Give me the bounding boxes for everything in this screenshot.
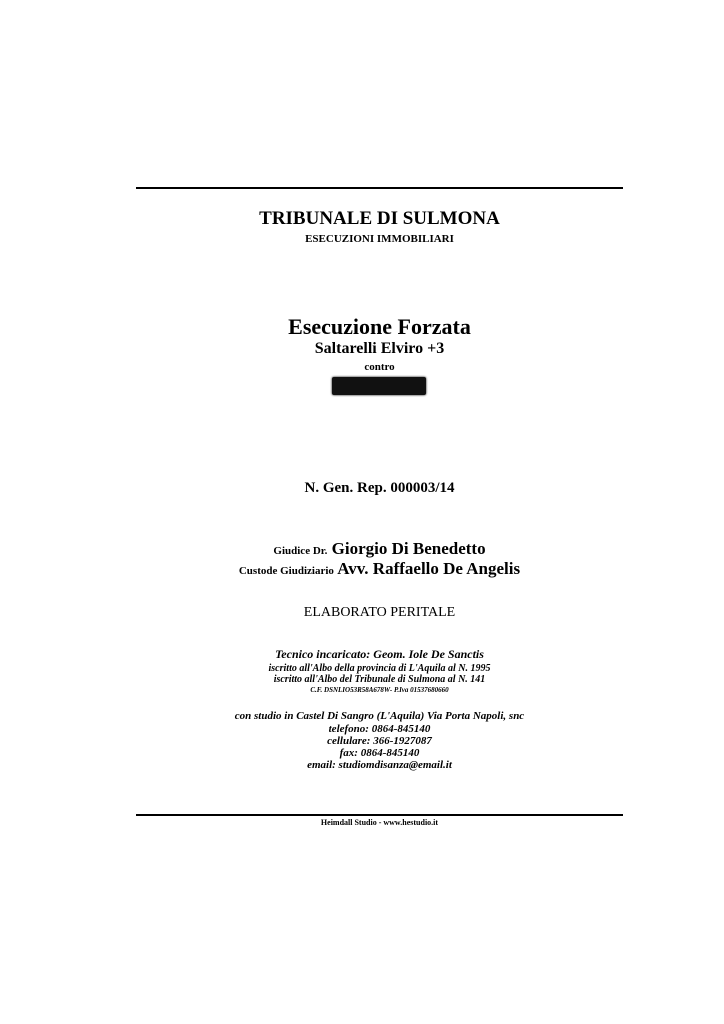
custodian-line	[136, 559, 623, 579]
redacted-defendant-name	[332, 377, 426, 395]
email: email: studiomdisanza@email.it	[307, 759, 452, 771]
footer-text: Heimdall Studio - www.hestudio.it	[320, 818, 439, 827]
rep-number: N. Gen. Rep. 000003/14	[304, 480, 455, 496]
bottom-rule	[136, 814, 623, 816]
technician-assigned: Tecnico incaricato: Geom. Iole De Sanctis	[275, 647, 484, 661]
judge-name: Giorgio Di Benedetto	[331, 539, 486, 558]
custodian-name: Avv. Raffaello De Angelis	[337, 559, 521, 578]
case-parties: Saltarelli Elviro +3	[314, 340, 445, 357]
court-section: ESECUZIONI IMMOBILIARI	[305, 233, 454, 245]
court-name: TRIBUNALE DI SULMONA	[259, 208, 500, 229]
report-label: ELABORATO PERITALE	[303, 605, 456, 620]
judge-line	[136, 539, 623, 559]
mobile: cellulare: 366-1927087	[327, 735, 432, 747]
studio-address: con studio in Castel Di Sangro (L'Aquila) Via Porta Napoli, snc	[234, 710, 525, 722]
custodian-label: Custode Giudiziario	[238, 565, 334, 577]
judge-label: Giudice Dr.	[273, 545, 328, 557]
registry-court: iscritto all'Albo del Tribunale di Sulmona al N. 141	[273, 674, 486, 685]
fax: fax: 0864-845140	[339, 747, 420, 759]
top-rule	[136, 187, 623, 189]
case-title: Esecuzione Forzata	[288, 314, 471, 339]
versus-label: contro	[364, 361, 395, 373]
registry-province: iscritto all'Albo della provincia di L'Aquila al N. 1995	[268, 663, 491, 674]
phone: telefono: 0864-845140	[328, 723, 431, 735]
tax-ids: C.F. DSNLIO53R58A678W- P.Iva 01537680660	[310, 686, 449, 694]
